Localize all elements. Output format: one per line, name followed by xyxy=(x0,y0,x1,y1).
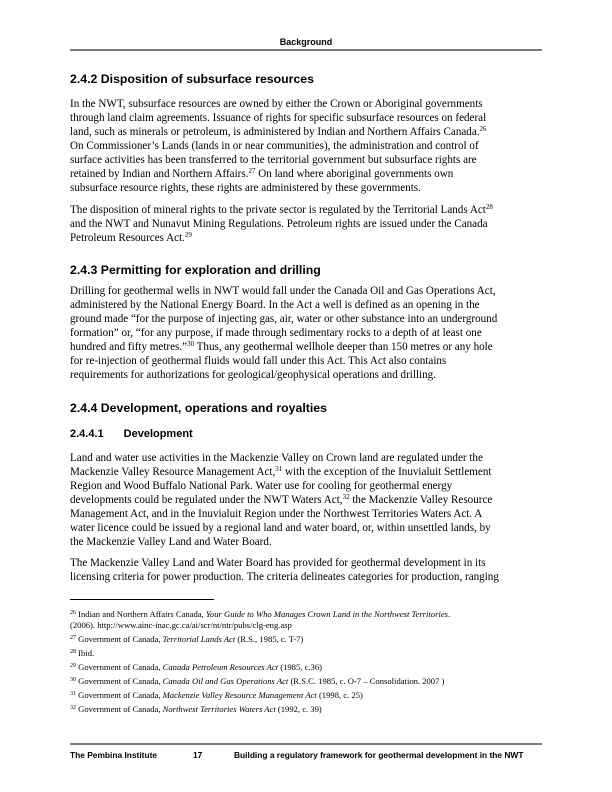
section-heading-2-4-3: 2.4.3 Permitting for exploration and drilling xyxy=(70,263,321,277)
running-header: Background xyxy=(279,37,333,47)
subsection-title: Development xyxy=(123,428,193,440)
text-line: In the NWT, subsurface resources are owned by either the Crown or Aboriginal governments xyxy=(70,98,483,110)
text-line: formation” or, “for any purpose, if made through sedimentary rocks to a depth of at least one xyxy=(70,327,482,339)
footnote-32: $^{32}$ Government of Canada, Northwest Territories Waters Act (1992, c. 39) xyxy=(70,704,322,714)
text-line: the Mackenzie Valley Land and Water Board. xyxy=(70,536,272,548)
text-line: Land and water use activities in the Mackenzie Valley on Crown land are regulated under the xyxy=(70,452,483,464)
text-line: licensing criteria for power production. The criteria delineates categories for production, ranging xyxy=(70,571,499,583)
footnote-ref-31: 31 xyxy=(275,465,283,473)
footer-document-title: Building a regulatory framework for geothermal development in the NWT xyxy=(234,750,524,760)
text-line: requirements for authorizations for geological/geophysical operations and drilling. xyxy=(70,369,436,381)
footnote-29: $^{29}$ Government of Canada, Canada Petroleum Resources Act (1985, c.36) xyxy=(70,662,322,672)
footnote-ref-26: 26 xyxy=(479,125,487,133)
subsection-number: 2.4.4.1 xyxy=(70,428,104,440)
footnote-ref-32: 32 xyxy=(342,493,350,501)
footnote-27: $^{27}$ Government of Canada, Territorial Lands Act (R.S., 1985, c. T-7) xyxy=(70,634,304,644)
subsection-heading-2-4-4-1 xyxy=(70,428,193,440)
page-number: 17 xyxy=(193,750,203,760)
text-line: for re-injection of geothermal fluids would fall under this Act. This Act also contains xyxy=(70,355,447,367)
text-line: retained by Indian and Northern Affairs.$^{27}$ On land where aboriginal governments own xyxy=(70,167,454,180)
paragraph-mineral-rights xyxy=(70,203,540,245)
footnote-28: $^{28}$ Ibid. xyxy=(70,648,95,658)
section-heading-2-4-4: 2.4.4 Development, operations and royalties xyxy=(70,401,327,415)
footnote-30: $^{30}$ Government of Canada, Canada Oil and Gas Operations Act (R.S.C. 1985, c. O-7 – Consolidation. 2007 ) xyxy=(70,676,445,686)
paragraph-subsurface-ownership xyxy=(70,97,540,195)
text-line: and the NWT and Nunavut Mining Regulations. Petroleum rights are issued under the Canada xyxy=(70,218,488,230)
text-line: The Mackenzie Valley Land and Water Board has provided for geothermal development in its xyxy=(70,557,486,569)
text-line: water licence could be issued by a regional land and water board, or, within unsettled lands, by xyxy=(70,522,491,534)
header-rule xyxy=(70,49,542,51)
text-line: land, such as minerals or petroleum, is administered by Indian and Northern Affairs Canada.$^{26}$ xyxy=(70,125,487,138)
text-line: The disposition of mineral rights to the private sector is regulated by the Territorial Lands Act$^{28}$ xyxy=(70,203,493,216)
text-line: Mackenzie Valley Resource Management Act,$^{31}$ with the exception of the Inuvialuit Settlement xyxy=(70,465,492,478)
footer-organization: The Pembina Institute xyxy=(70,750,158,760)
footnote-ref-29: 29 xyxy=(184,231,192,239)
footnote-separator xyxy=(70,599,214,600)
paragraph-board-criteria xyxy=(70,556,540,584)
footnote-26: $^{26}$ Indian and Northern Affairs Canada, Your Guide to Who Manages Crown Land in the Northwest Territories. (2006). http://www.ainc-inac.gc.ca/ai/scr/nt/ntr/pubs/clg-eng.asp xyxy=(70,609,542,631)
text-line: surface activities has been transferred to the territorial government but subsurface rights are xyxy=(70,154,477,166)
text-line: Management Act, and in the Inuvialuit Region under the Northwest Territories Waters Act. A xyxy=(70,508,483,520)
footnote-ref-27: 27 xyxy=(248,167,256,175)
text-line: ground made “for the purpose of injecting gas, air, water or other substance into an underground xyxy=(70,313,498,325)
text-line: Drilling for geothermal wells in NWT would fall under the Canada Oil and Gas Operations Act, xyxy=(70,285,496,297)
paragraph-permitting xyxy=(70,284,540,382)
footer-rule xyxy=(70,743,542,745)
footnote-ref-30: 30 xyxy=(187,340,195,348)
paragraph-land-water-use xyxy=(70,451,540,549)
footnote-31: $^{31}$ Government of Canada, Mackenzie Valley Resource Management Act (1998, c. 25) xyxy=(70,690,363,700)
text-line: Region and Wood Buffalo National Park. Water use for cooling for geothermal energy xyxy=(70,480,453,492)
text-line: through land claim agreements. Issuance of rights for specific subsurface resources on federal xyxy=(70,112,487,124)
footnote-ref-28: 28 xyxy=(485,203,493,211)
text-line: Petroleum Resources Act.$^{29}$ xyxy=(70,231,192,244)
text-line: administered by the National Energy Board. In the Act a well is defined as an opening in the xyxy=(70,299,480,311)
section-heading-2-4-2: 2.4.2 Disposition of subsurface resources xyxy=(70,72,314,86)
footnote-url: (2006). http://www.ainc-inac.gc.ca/ai/scr/nt/ntr/pubs/clg-eng.asp xyxy=(70,620,292,630)
text-line: On Commissioner’s Lands (lands in or near communities), the administration and control of xyxy=(70,140,479,152)
text-line: subsurface resource rights, these rights are administered by these governments. xyxy=(70,182,421,194)
text-line: hundred and fifty metres.”$^{30}$ Thus, any geothermal wellhole deeper than 150 metres or any hole xyxy=(70,340,493,353)
text-line: developments could be regulated under the NWT Waters Act,$^{32}$ the Mackenzie Valley Resource xyxy=(70,493,493,506)
